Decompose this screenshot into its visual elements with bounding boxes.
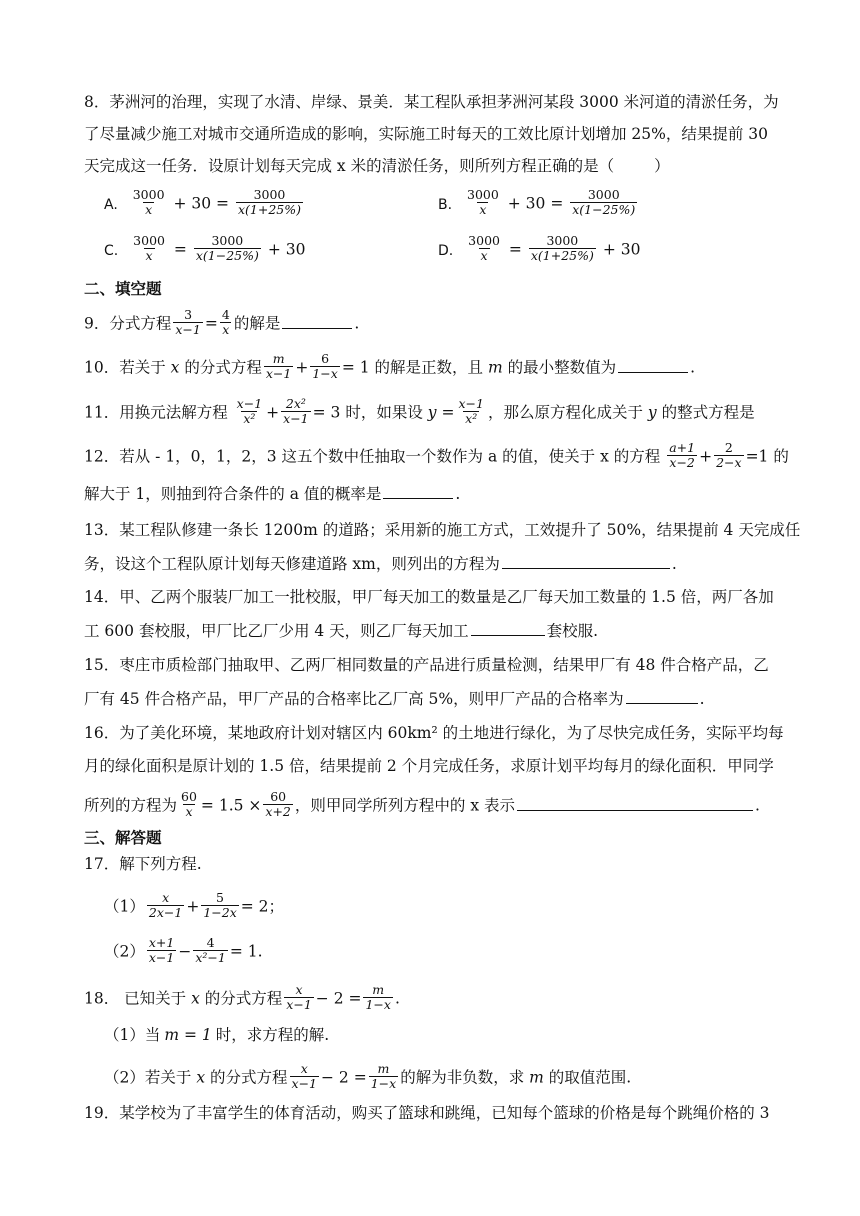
- fraction: $\frac{3000}{x}$: [133, 233, 165, 263]
- q10: 10．若关于 x 的分式方程 $\frac{m}{x-1}$ + $\frac{6}{1-x}$ = 1 的解是正数，且 m 的最小整数值为 .: [84, 351, 696, 381]
- q18-stem: 18． 已知关于 x 的分式方程 $\frac{x}{x-1}$ − 2 = $\frac{m}{1-x}$ .: [84, 982, 400, 1012]
- q11: 11．用换元法解方程 $\frac{x-1}{\text{x²}}$ + $\frac{\text{2x²}}{x-1}$ = 3 时，如果设 y = $\frac{x-1}{\text{x²}}$ ，那么原方程化成关于 y 的整式方程是: [84, 396, 755, 426]
- answer-blank[interactable]: [618, 356, 688, 373]
- q18-part-2: （2）若关于 x 的分式方程 $\frac{x}{x-1}$ − 2 = $\frac{m}{1-x}$ 的解为非负数，求 m 的取值范围.: [104, 1061, 632, 1091]
- q13-line-2: 务，设这个工程队原计划每天修建道路 xm，则列出的方程为 .: [84, 552, 677, 575]
- fraction: $\frac{3000}{x}$: [132, 187, 165, 217]
- option-c[interactable]: [104, 233, 306, 265]
- fraction: $\frac{3000}{x}$: [468, 233, 500, 263]
- operator: =: [173, 240, 187, 259]
- option-d[interactable]: [438, 233, 641, 265]
- q8-paren-close: ）: [654, 157, 670, 175]
- q9: 9．分式方程 $\frac{3}{x-1}$ = $\frac{4}{x}$ 的解是 .: [84, 307, 360, 337]
- section-heading-fill-in: 二、填空题: [84, 280, 162, 298]
- q17-part-2: （2） $\frac{x+1}{x-1}$ − $\frac{4}{\text{x²−1}}$ = 1.: [104, 935, 263, 965]
- operator: + 30: [602, 240, 641, 259]
- section-heading-answer: 三、解答题: [84, 829, 162, 847]
- q15-line-1: 15．枣庄市质检部门抽取甲、乙两厂相同数量的产品进行质量检测，结果甲厂有 48 件合格产品，乙: [84, 656, 769, 674]
- q12-line-1: 12．若从 - 1，0，1，2，3 这五个数中任抽取一个数作为 a 的值，使关于 x 的方程 $\frac{a+1}{x-2}$ + $\frac{2}{2-x}$ =1 的: [84, 440, 789, 470]
- q16-line-3: 所列的方程为 $\frac{60}{x}$ = 1.5 × $\frac{60}{x+2}$ ，则甲同学所列方程中的 x 表示 .: [84, 789, 760, 819]
- operator: + 30: [267, 240, 306, 259]
- q13-line-1: 13．某工程队修建一条长 1200m 的道路；采用新的施工方式，工效提升了 50%，结果提前 4 天完成任: [84, 521, 801, 539]
- option-a[interactable]: [104, 187, 305, 219]
- answer-blank[interactable]: [502, 552, 670, 569]
- fraction: $\frac{3000}{x}$: [467, 187, 499, 217]
- q8-line-1: 8．茅洲河的治理，实现了水清、岸绿、景美．某工程队承担茅洲河某段 3000 米河道的清淤任务，为: [84, 93, 779, 111]
- fraction: $\frac{3000}{x(1+25\%)}$: [530, 233, 594, 263]
- option-b[interactable]: [438, 187, 639, 219]
- operator: + 30 =: [507, 194, 564, 213]
- fraction: $\frac{3000}{x(1+25\%)}$: [237, 187, 301, 217]
- operator: + 30 =: [173, 194, 230, 213]
- q8-line-2: 了尽量减少施工对城市交通所造成的影响，实际施工时每天的工效比原计划增加 25%，结果提前 30: [84, 125, 769, 143]
- fraction: $\frac{3000}{x(1-25\%)}$: [572, 187, 636, 217]
- q16-line-2: 月的绿化面积是原计划的 1.5 倍，结果提前 2 个月完成任务，求原计划平均每月的绿化面积．甲同学: [84, 757, 774, 775]
- answer-blank[interactable]: [383, 482, 453, 499]
- q17-part-1: （1） $\frac{x}{2x-1}$ + $\frac{5}{1-2x}$ = 2；: [104, 890, 285, 920]
- q8-line-3: [84, 155, 670, 177]
- q14-line-2: 工 600 套校服，甲厂比乙厂少用 4 天，则乙厂每天加工 套校服.: [84, 619, 598, 642]
- q15-line-2: 厂有 45 件合格产品，甲厂产品的合格率比乙厂高 5%，则甲厂产品的合格率为 .: [84, 687, 705, 710]
- q18-part-1: （1）当 m = 1 时，求方程的解.: [104, 1026, 330, 1044]
- option-label: D.: [438, 242, 454, 259]
- option-label: C.: [104, 242, 119, 259]
- fraction: $\frac{3000}{x(1-25\%)}$: [195, 233, 259, 263]
- q8-stem-end: 天完成这一任务．设原计划每天完成 x 米的清淤任务，则所列方程正确的是（: [84, 157, 615, 175]
- answer-blank[interactable]: [626, 687, 698, 704]
- q12-line-2: 解大于 1，则抽到符合条件的 a 值的概率是 .: [84, 482, 460, 505]
- q17-title: 17．解下列方程.: [84, 855, 202, 873]
- q19-line-1: 19．某学校为了丰富学生的体育活动，购买了篮球和跳绳，已知每个篮球的价格是每个跳绳价格的 3: [84, 1104, 770, 1122]
- q16-line-1: 16．为了美化环境，某地政府计划对辖区内 60km² 的土地进行绿化，为了尽快完成任务，实际平均每: [84, 724, 784, 742]
- answer-blank[interactable]: [471, 619, 545, 636]
- q14-line-1: 14．甲、乙两个服装厂加工一批校服，甲厂每天加工的数量是乙厂每天加工数量的 1.5 倍，两厂各加: [84, 588, 774, 606]
- operator: =: [508, 240, 522, 259]
- answer-blank[interactable]: [517, 794, 753, 811]
- answer-blank[interactable]: [282, 312, 352, 329]
- option-label: B.: [438, 196, 453, 213]
- option-label: A.: [104, 196, 118, 213]
